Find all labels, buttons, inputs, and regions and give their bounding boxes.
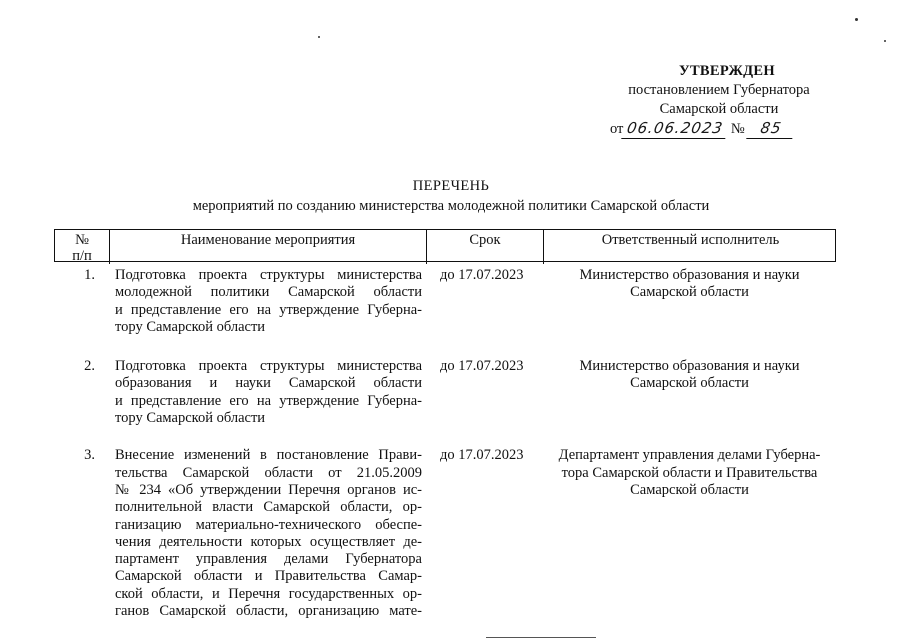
row-name-line: и представление его на утверждение Губерна-	[115, 392, 422, 409]
title-main: ПЕРЕЧЕНЬ	[412, 178, 490, 194]
scan-speck	[318, 36, 320, 38]
row-name	[109, 358, 426, 427]
row-name	[109, 267, 426, 336]
row-name-line: тору Самарской области	[115, 410, 266, 427]
header-name: Наименование мероприятия	[110, 230, 427, 264]
row-number: 2.	[84, 358, 95, 375]
row-name-line: тору Самарской области	[115, 318, 266, 335]
bottom-rule	[486, 637, 596, 638]
row-responsible-line: Самарской области	[630, 481, 749, 498]
approval-block	[604, 62, 834, 139]
row-responsible-line: Министерство образования и науки	[579, 358, 800, 375]
approval-line-1: постановлением Губернатора	[628, 82, 810, 98]
row-name-line: ской области, и Перечня государственных ор-	[115, 585, 422, 602]
row-name-line: ганов Самарской области, организацию мате-	[115, 603, 422, 620]
header-number-line-1: №	[75, 232, 89, 248]
row-name-line: чения деятельности которых осуществляет де-	[115, 533, 422, 550]
row-responsible-line: Министерство образования и науки	[579, 267, 800, 283]
table-row	[54, 447, 836, 620]
approval-line-2: Самарской области	[659, 101, 779, 117]
date-prefix: от	[610, 121, 624, 137]
row-name-line: ганизацию материально-технического обеспе-	[115, 516, 422, 533]
header-number	[55, 230, 110, 264]
table-row	[54, 358, 836, 427]
document-title	[0, 176, 902, 216]
row-responsible-line: Самарской области	[630, 375, 749, 392]
row-name-line: партамент управления делами Губернатора	[115, 551, 422, 568]
row-name-line: образования и науки Самарской области	[115, 375, 422, 392]
table-body	[54, 267, 836, 620]
row-responsible-line: тора Самарской области и Правительства	[561, 464, 818, 481]
handwritten-number: 85	[747, 119, 797, 139]
header-number-line-2: п/п	[72, 248, 92, 264]
handwritten-date: 06.06.2023	[622, 119, 729, 139]
scan-speck	[855, 18, 858, 21]
row-name-line: Внесение изменений в постановление Прави-	[115, 447, 422, 464]
table-header	[54, 229, 836, 262]
table-row	[54, 267, 836, 336]
row-name-line: Подготовка проекта структуры министерства	[115, 358, 422, 375]
row-name-line: и представление его на утверждение Губерна-	[115, 301, 422, 318]
row-responsible	[543, 447, 836, 620]
row-name-line: Самарской области и Правительства Самар-	[115, 568, 422, 585]
row-name-line: молодежной политики Самарской области	[115, 284, 422, 301]
header-responsible: Ответственный исполнитель	[601, 232, 780, 248]
row-responsible-line: Самарской области	[630, 284, 749, 301]
number-prefix: №	[730, 121, 745, 137]
approval-word: УТВЕРЖДЕН	[679, 63, 775, 79]
row-number: 3.	[84, 447, 95, 464]
row-name-line: тельства Самарской области от 21.05.2009	[115, 464, 422, 481]
row-name-line: полнительной власти Самарской области, ор-	[115, 499, 422, 516]
approval-date-row	[604, 119, 834, 139]
row-number: 1.	[84, 267, 95, 283]
row-term: до 17.07.2023	[440, 358, 524, 375]
row-term: до 17.07.2023	[440, 267, 524, 283]
row-name	[109, 447, 426, 620]
row-responsible	[543, 267, 836, 336]
title-subtitle: мероприятий по созданию министерства молодежной политики Самарской области	[192, 198, 710, 214]
row-term: до 17.07.2023	[440, 447, 524, 464]
row-responsible-line: Департамент управления делами Губерна-	[558, 447, 821, 464]
header-term: Срок	[427, 230, 544, 264]
row-name-line: Подготовка проекта структуры министерства	[115, 267, 422, 283]
row-name-line: № 234 «Об утверждении Перечня органов ис-	[115, 481, 422, 498]
scan-speck	[884, 40, 886, 42]
events-table	[54, 229, 836, 620]
row-responsible	[543, 358, 836, 427]
